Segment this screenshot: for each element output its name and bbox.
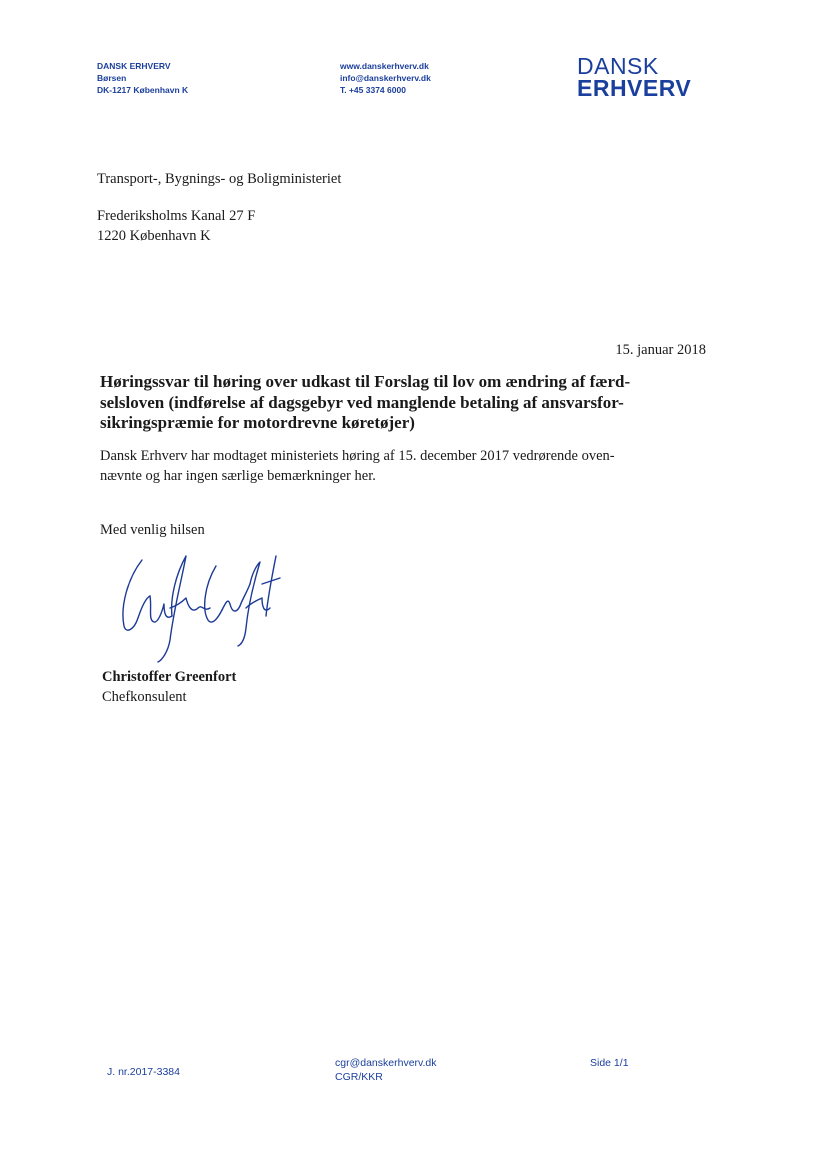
sender-block bbox=[97, 60, 188, 96]
body-paragraph bbox=[100, 446, 615, 486]
sender-address: DK-1217 København K bbox=[97, 85, 189, 95]
recipient-name: Transport-, Bygnings- og Boligministeriet bbox=[97, 171, 342, 187]
signer-name: Christoffer Greenfort bbox=[102, 669, 237, 685]
phone-number: T. +45 3374 6000 bbox=[340, 85, 406, 95]
recipient-address bbox=[97, 206, 255, 246]
logo-line-1: DANSK bbox=[577, 53, 659, 79]
sender-building: Børsen bbox=[97, 73, 127, 83]
handwritten-signature bbox=[112, 548, 290, 666]
recipient-city: 1220 København K bbox=[97, 228, 211, 244]
body-line-1: Dansk Erhverv har modtaget ministeriets høring af 15. december 2017 vedrørende oven- bbox=[100, 448, 615, 464]
page-number: Side 1/1 bbox=[590, 1057, 629, 1069]
subject-line-2: selsloven (indførelse af dagsgebyr ved manglende betaling af ansvarsfor- bbox=[100, 392, 624, 412]
closing-greeting: Med venlig hilsen bbox=[100, 522, 205, 538]
contact-block bbox=[340, 60, 431, 96]
journal-number: J. nr.2017-3384 bbox=[107, 1066, 180, 1078]
letter-date: 15. januar 2018 bbox=[615, 342, 706, 358]
email-link: info@danskerhverv.dk bbox=[340, 73, 431, 83]
footer-initials: CGR/KKR bbox=[335, 1071, 383, 1083]
website-link: www.danskerhverv.dk bbox=[340, 61, 429, 71]
logo-line-2: ERHVERV bbox=[577, 75, 692, 101]
sender-org-name: DANSK ERHVERV bbox=[97, 61, 171, 71]
signer-title: Chefkonsulent bbox=[102, 689, 187, 705]
recipient-street: Frederiksholms Kanal 27 F bbox=[97, 208, 256, 224]
subject-line-3: sikringspræmie for motordrevne køretøjer) bbox=[100, 413, 415, 432]
footer-email: cgr@danskerhverv.dk bbox=[335, 1057, 437, 1069]
signer-block bbox=[102, 667, 236, 707]
subject-line-1: Høringssvar til høring over udkast til Forslag til lov om ændring af færd- bbox=[100, 372, 631, 391]
subject-heading bbox=[100, 372, 720, 434]
footer-contact bbox=[335, 1056, 437, 1084]
dansk-erhverv-logo bbox=[577, 55, 707, 99]
body-line-2: nævnte og har ingen særlige bemærkninger her. bbox=[100, 468, 376, 484]
